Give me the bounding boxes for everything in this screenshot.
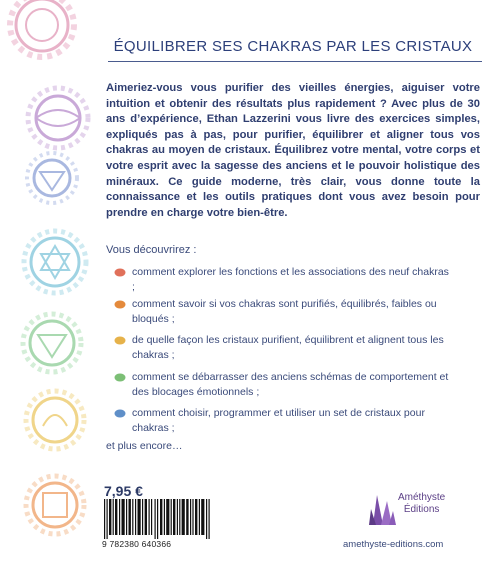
crystal-stone-icon (114, 409, 126, 418)
publisher-url[interactable]: amethyste-editions.com (343, 539, 444, 550)
crystal-stone-icon (114, 336, 126, 345)
bullet-text: de quelle façon les cristaux purifient, équilibrent et alignent tous les chakras ; (132, 334, 444, 361)
price: 7,95 € (104, 483, 143, 499)
intro-paragraph: Aimeriez-vous vous purifier des vieilles énergies, aiguiser votre intuition et obtenir des résultats plus rapidement ? Avec plus de 30 ans d’expérience, Ethan Lazzerini vous livre des exercices simples, expliqués pas à pas, pour purifier, équilibrer et aligner tous vos chakras au moyen de cristaux. Équilibrez votre mental, votre corps et votre esprit avec la sagesse des anciens et le pouvoir holistique des minéraux. Ce guide moderne, très clair, vous donne toute la connaissance et les outils pratiques dont vous avez besoin pour prendre en charge votre bien-être. (106, 82, 480, 219)
root-chakra-icon (26, 476, 84, 534)
sacral-chakra-icon (26, 391, 84, 449)
bullet-text: comment savoir si vos chakras sont purifiés, équilibrés, faibles ou bloqués ; (132, 298, 437, 325)
bullet-text: comment se débarrasser des anciens schémas de comportement et des blocages émotionnels ; (132, 371, 449, 398)
third-eye-chakra-icon (28, 88, 88, 148)
bullet-text: comment choisir, programmer et utiliser un set de cristaux pour chakras ; (132, 407, 425, 434)
crystal-stone-icon (114, 268, 126, 277)
more-text: et plus encore… (106, 440, 183, 452)
solar-plexus-chakra-icon (23, 314, 81, 372)
publisher-name-line2: Éditions (403, 504, 440, 515)
barcode-icon (102, 499, 212, 539)
heart-chakra-icon (24, 231, 86, 293)
discover-heading: Vous découvrirez : (106, 244, 197, 256)
publisher-name (398, 492, 445, 516)
barcode-number: 9 782380 640366 (102, 539, 172, 549)
chakra-symbols-column (0, 0, 120, 563)
crown-chakra-icon (10, 0, 74, 57)
book-title: ÉQUILIBRER SES CHAKRAS PAR LES CRISTAUX (113, 38, 473, 55)
bullet-text: comment explorer les fonctions et les associations des neuf chakras ; (132, 266, 449, 293)
title-divider (108, 61, 482, 62)
crystal-stone-icon (114, 373, 126, 382)
throat-chakra-icon (27, 153, 77, 203)
crystal-stone-icon (114, 300, 126, 309)
publisher-name-line1: Améthyste (398, 492, 446, 503)
